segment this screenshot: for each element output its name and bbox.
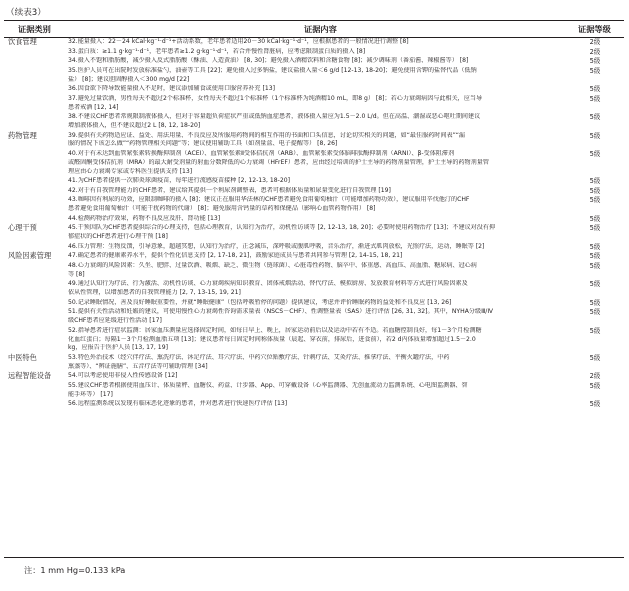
row-grade: 5级	[589, 186, 601, 195]
row-content	[66, 85, 566, 94]
table-row	[4, 252, 624, 262]
content-line: 41.为CHF患者提供一次肺炎球菌疫苗，每年进行流感疫苗接种 [2, 12-13, 18-20]	[68, 177, 291, 185]
header-grade: 证据等级	[578, 24, 611, 34]
content-line: 38.不建议CHF患者常规限制液体摄入，但对于容量超负荷症状严重或低钠血症患者，液体摄入量应为1.5－2.0 L/d。但在高温、潮湿或恶心呕吐期间建议	[68, 113, 481, 121]
content-line: 患者避免食用葡萄柚汁（可能干扰药物的代谢） [8]；避免服用含钙量的草药和保健品（影响心血管药物作用） [8]	[68, 205, 376, 213]
row-grade: 5级	[589, 280, 601, 289]
table-row	[4, 327, 624, 354]
row-content	[66, 132, 566, 150]
content-line: 熏蒸等）、“辨证施膳”、五音疗法等可辅助管理 [34]	[68, 362, 208, 370]
content-line: 48.心力衰竭的风险因素：久坐、肥胖、过量饮酒、吸烟、缺乏、微生物（链球菌）、心脏毒性药物、脑卒中、体重感、高血压、高血脂、糖尿病、冠心病	[68, 261, 477, 269]
row-grade: 5级	[589, 353, 601, 362]
row-category: 远程智能设备	[8, 371, 52, 381]
table-row	[4, 299, 624, 309]
table-header	[4, 21, 624, 37]
row-grade: 5级	[589, 131, 601, 140]
table-row	[4, 280, 624, 298]
content-line: 增加液体摄入，但不建议超过2 L [8, 12, 18-20]	[68, 122, 201, 130]
table-row	[4, 187, 624, 197]
content-line: 49.通过认知行为疗法、行为激活、动机性访谈、心力衰竭疾病知识教育、团体戒烟活动、替代疗法、模拟厨房、发放教育材料等方式进行风险因素及	[68, 280, 468, 288]
table-row	[4, 38, 624, 48]
row-category: 风险因素管理	[8, 251, 52, 261]
row-content	[66, 224, 566, 242]
table-caption: （续表3）	[6, 8, 46, 18]
content-line: 36.因食欲下降导致能量摄入不足时，建议添加辅食或使用口服营养补充 [13]	[68, 85, 275, 93]
table-row	[4, 95, 624, 113]
table-row	[4, 48, 624, 58]
content-line: 能手环等） [17]	[68, 390, 113, 398]
row-content	[66, 400, 566, 409]
row-content	[66, 262, 566, 280]
row-content	[66, 308, 566, 326]
table-row	[4, 382, 624, 400]
table-footnote: 注：1 mm Hg=0.133 kPa	[24, 565, 126, 575]
content-line: 52.指导患者进行症状监测：居家血压测量应选择固定时间，如每日早上、晚上，居家运动前后以及运动中若有不适。若血糖控制良好，每1－3个月检测糖	[68, 326, 482, 334]
content-line: 盐） [8]；建议胆固醇摄入＜300 mg/d [22]	[68, 75, 190, 83]
content-line: 级CHF患者应延缓进行性活动 [17]	[68, 317, 162, 325]
content-line: 51.提供有关性活动和妊娠的建议，可使用慢性心力衰竭性咨询需求量表（NSCS－CHF）、性调整量表（SAS）进行评估 [26, 31, 32]。其中，NYHA分级Ⅲ/Ⅳ	[68, 308, 493, 316]
row-content	[66, 177, 566, 186]
row-grade: 2级	[589, 47, 601, 56]
content-line: 54.可以考虑使用非侵入性传感设备 [12]	[68, 372, 178, 380]
row-content	[66, 372, 566, 381]
row-content	[66, 67, 566, 85]
table-row	[4, 308, 624, 326]
row-grade: 5级	[589, 57, 601, 66]
row-grade: 5级	[589, 196, 601, 205]
table-body	[4, 38, 624, 410]
row-grade: 5级	[589, 308, 601, 317]
content-line: 40.对于有未达到血管紧张素转换酶抑制剂（ACEI）、血管紧张素Ⅱ受体拮抗剂（ARB）、血管紧张素受体脑啡肽酶抑制剂（ARNI）、β-受体阻滞剂	[68, 149, 455, 157]
table-row	[4, 224, 624, 242]
row-content	[66, 327, 566, 354]
row-content	[66, 187, 566, 196]
header-content: 证据内容	[304, 24, 337, 34]
row-content	[66, 57, 566, 66]
row-category: 心理干预	[8, 223, 37, 233]
row-grade: 5级	[589, 94, 601, 103]
content-line: 53.特色外治技术（经穴伴疗法、熏洗疗法、沐足疗法、耳穴疗法、中药穴位贴敷疗法、针刺疗法、艾灸疗法、推拿疗法、平衡火罐疗法，中药	[68, 353, 450, 361]
row-grade: 5级	[589, 400, 601, 409]
content-line: kg，应报告于医护人员 [13, 17, 19]	[68, 344, 168, 352]
row-category: 中医特色	[8, 352, 37, 362]
table-row	[4, 215, 624, 225]
content-line: 50.记录睡眠情况，善及良好睡眠重要性，并就“睡眠健康”（包括呼吸暂停的问题）提供建议，考虑并评价睡眠药物的益处和不良反应 [13, 26]	[68, 298, 452, 306]
content-line: 郁症状的CHF患者进行心理干预 [18]	[68, 233, 168, 241]
row-grade: 5级	[589, 242, 601, 251]
content-line: 44.检测药物治疗效果，药物不良反应及肝、肾功能 [13]	[68, 214, 221, 222]
row-category: 药物管理	[8, 130, 37, 140]
row-content	[66, 215, 566, 224]
evidence-table	[4, 20, 624, 410]
row-content	[66, 95, 566, 113]
table-row	[4, 262, 624, 280]
row-grade: 5级	[589, 66, 601, 75]
content-line: 化血红蛋白；每隔1－3个月检测血脂五项 [13]；建议患者每日固定时间称体质量（晨起、穿衣前，排尿后，进食前），若2 d内体质量增加超过1.5－2.0	[68, 335, 476, 343]
row-content	[66, 280, 566, 298]
table-row	[4, 400, 624, 410]
table-row	[4, 177, 624, 187]
row-grade: 2级	[589, 372, 601, 381]
row-grade: 5级	[589, 85, 601, 94]
content-line: 45.干预因队为CHF患者提供综合的心理支持，包括心理教育，认知行为治疗，动机性访谈等 [2, 12-13, 18, 20]；必要时使用药物治疗 [13]；不建议对没有抑	[68, 224, 496, 232]
row-content	[66, 113, 566, 131]
content-line: 37.避免过量饮酒，男性每天不超过2个标准杯，女性每天不超过1个标准杯（1个标准杯为纯酒精10 mL，即8 g） [8]；若心力衰竭病因与此相关，应当导	[68, 94, 483, 102]
table-row	[4, 196, 624, 214]
row-content	[66, 382, 566, 400]
table-row	[4, 57, 624, 67]
table-row	[4, 132, 624, 150]
content-line: 33.蛋白质：≥1.1 g·kg⁻¹·d⁻¹，老年患者≥1.2 g·kg⁻¹·d⁻¹，若合并慢性肾脏病，应考虑限制蛋白质的摄入 [8]	[68, 47, 366, 55]
content-line: 55.建议CHF患者根据使用血压计、体质量秤、血糖仪、药盒、计步器、App、可穿戴设备（心率监测器、无创血流动力监测系统、心电图监测器、智	[68, 381, 468, 389]
row-grade: 5级	[589, 252, 601, 261]
row-category: 饮食管理	[8, 37, 37, 46]
content-line: 46.压力管理：生物反馈，引导意象，超越冥想，认知行为治疗，正念减压，深呼吸或腹肌呼吸，音乐治疗，渐进式肌肉放松，光照疗法，运动，睡眠等 [2]	[68, 242, 485, 250]
content-line: 等 [8]	[68, 270, 85, 278]
content-line: 34.摄入不饱和脂肪酸，减少摄入反式脂肪酸（酥油、人造黄油） [8, 30]；避免摄入酒精饮料和含糖食物 [8]；减少调味剂（番茄酱、辣椒酱等） [8]	[68, 57, 469, 65]
content-line: 47.确定患者的健康素养水平，提供个性化信息支持 [2, 17-18, 21]，鼓励家庭成员与患者共同参与管理 [2, 14-15, 18, 21]	[68, 252, 403, 260]
content-line: 服的情况下该怎么做”“药物管理相关问题”等；建议使用辅助工具（如剂量盒、电子提醒等） [8, 26]	[68, 140, 338, 148]
content-line: 42.对于有自我管理能力的CHF患者，建议给其提供一个利尿剂调整表，患者可根据体质量和尿量变化进行自我管理 [19]	[68, 186, 391, 194]
header-category: 证据类别	[18, 24, 51, 34]
table-row	[4, 243, 624, 253]
row-content	[66, 252, 566, 261]
content-line: 32.能量摄入：22－24 kCal·kg⁻¹·d⁻¹+活动系数，老年患者适用20－30 kCal·kg⁻¹·d⁻¹，应根据患者的一般情况进行调整 [8]	[68, 38, 409, 45]
content-line: 依从性管理，以增加患者的自我管理能力 [2, 7, 13-15, 19, 21]	[68, 289, 241, 297]
row-grade: 5级	[589, 177, 601, 186]
row-grade: 5级	[589, 298, 601, 307]
row-content	[66, 354, 566, 372]
row-content	[66, 299, 566, 308]
row-content	[66, 150, 566, 177]
table-row	[4, 113, 624, 131]
table-bottom-rule	[4, 557, 624, 558]
content-line: 理应由心力衰竭专家或专科医生提供支持 [13]	[68, 167, 193, 175]
content-line: 患者戒酒 [12, 14]	[68, 103, 119, 111]
table-row	[4, 354, 624, 372]
content-line: 56.远程监测系统以发现有临床恶化迹象的患者，并对患者进行快速医疗评估 [13]	[68, 400, 288, 408]
table-row	[4, 67, 624, 85]
row-content	[66, 48, 566, 57]
row-grade: 5级	[589, 326, 601, 335]
row-grade: 5级	[589, 224, 601, 233]
content-line: 35.医护人员可在出院时发放标准盐勺，油壶等工具 [22]；避免摄入过多钠盐，建议盐摄入量＜6 g/d [12-13, 18-20]；避免使用含钾的盐替代品（低钠	[68, 66, 477, 74]
row-grade: 5级	[589, 113, 601, 122]
row-content	[66, 243, 566, 252]
content-line: 或醛固酮受体拮抗剂（MRA）的最大耐受剂量的射血分数降低的心力衰竭（HFrEF）患者，应由经过培训的护士主导的药物剂量管理，护士主导的药物剂量管	[68, 158, 489, 166]
row-content	[66, 196, 566, 214]
table-row	[4, 85, 624, 95]
row-grade: 5级	[589, 214, 601, 223]
row-grade: 2级	[589, 38, 601, 46]
content-line: 39.提供有关药物适应证、益处、用法用量、不良反应及所服用药物间的相互作用的书面和口头信息，讨论切实相关的问题，如“最佳服药时间表”“漏	[68, 131, 465, 139]
table-row	[4, 150, 624, 177]
row-content	[66, 38, 566, 47]
table-row	[4, 372, 624, 382]
row-grade: 5级	[589, 381, 601, 390]
content-line: 43.咖啡因有利尿的功效，应限制咖啡的摄入 [8]；建议正在服用华法林的CHF患者避免食用葡萄柚汁（可能增加药物功效），建议服用辛伐他汀的CHF	[68, 196, 470, 204]
row-grade: 5级	[589, 261, 601, 270]
row-grade: 5级	[589, 149, 601, 158]
